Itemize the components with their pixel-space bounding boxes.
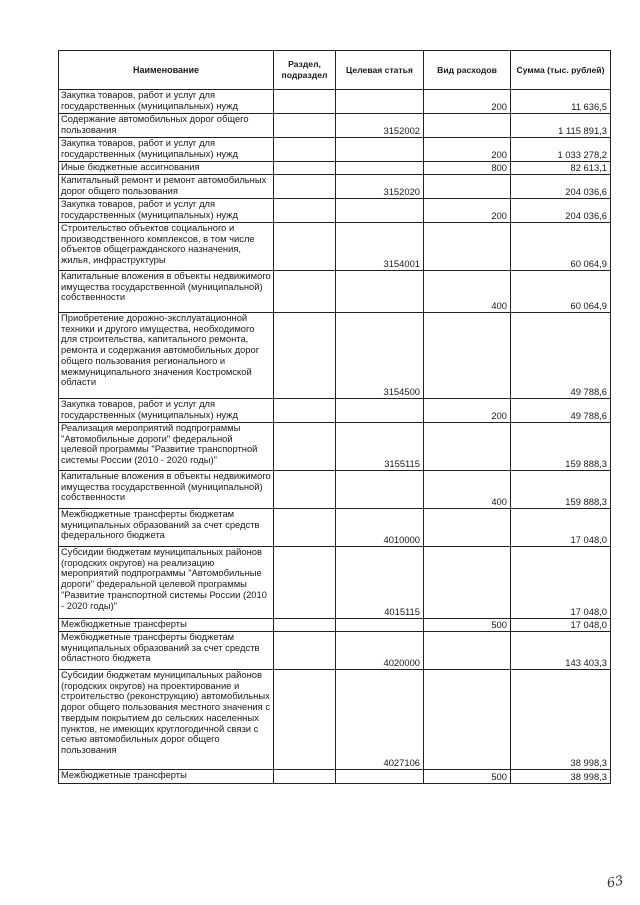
cell-name: Закупка товаров, работ и услуг для государственных (муниципальных) нужд <box>59 199 274 223</box>
cell-name: Иные бюджетные ассигнования <box>59 162 274 175</box>
cell-section <box>274 114 336 138</box>
table-row <box>59 547 611 619</box>
cell-name: Субсидии бюджетам муниципальных районов (городских округов) на проектирование и строительство (реконструкцию) автомобильных дорог общего пользования местного значения с твердым покрытием до сельских населенных пунктов, не имеющих круглогодичной связи с сетью автомобильных дорог общего пользования <box>59 670 274 770</box>
cell-section <box>274 199 336 223</box>
cell-name: Строительство объектов социального и производственного комплексов, в том числе объектов общегражданского назначения, жилья, инфраструктуры <box>59 223 274 271</box>
cell-type <box>424 632 511 670</box>
cell-sum: 17 048,0 <box>511 619 611 632</box>
cell-target: 4015115 <box>336 547 424 619</box>
cell-type <box>424 175 511 199</box>
table-row <box>59 313 611 399</box>
cell-target <box>336 138 424 162</box>
cell-name: Закупка товаров, работ и услуг для государственных (муниципальных) нужд <box>59 399 274 423</box>
cell-sum: 17 048,0 <box>511 547 611 619</box>
table-row <box>59 509 611 547</box>
cell-section <box>274 632 336 670</box>
cell-type <box>424 547 511 619</box>
budget-table <box>58 50 611 784</box>
table-row <box>59 90 611 114</box>
cell-section <box>274 547 336 619</box>
cell-section <box>274 162 336 175</box>
table-row <box>59 399 611 423</box>
cell-target: 3154500 <box>336 313 424 399</box>
cell-section <box>274 770 336 784</box>
cell-type <box>424 509 511 547</box>
cell-name: Субсидии бюджетам муниципальных районов (городских округов) на реализацию мероприятий подпрограммы "Автомобильные дороги" федеральной целевой программы "Развитие транспортной системы России (2010 - 2020 годы)" <box>59 547 274 619</box>
cell-type: 500 <box>424 619 511 632</box>
cell-section <box>274 223 336 271</box>
cell-sum: 204 036,6 <box>511 199 611 223</box>
table-body <box>59 90 611 784</box>
cell-sum: 159 888,3 <box>511 423 611 471</box>
cell-target <box>336 471 424 509</box>
column-header-name: Наименование <box>59 51 274 90</box>
cell-type <box>424 114 511 138</box>
cell-target: 4010000 <box>336 509 424 547</box>
cell-target: 4020000 <box>336 632 424 670</box>
table-row <box>59 271 611 313</box>
cell-sum: 17 048,0 <box>511 509 611 547</box>
column-header-section: Раздел, подраздел <box>274 51 336 90</box>
page-number: 63 <box>605 873 625 892</box>
cell-type: 200 <box>424 199 511 223</box>
cell-section <box>274 509 336 547</box>
cell-type <box>424 313 511 399</box>
cell-target: 3154001 <box>336 223 424 271</box>
cell-type <box>424 223 511 271</box>
cell-sum: 143 403,3 <box>511 632 611 670</box>
table-row <box>59 471 611 509</box>
table-row <box>59 670 611 770</box>
cell-sum: 49 788,6 <box>511 313 611 399</box>
table-header-row <box>59 51 611 90</box>
cell-section <box>274 670 336 770</box>
cell-name: Капитальные вложения в объекты недвижимого имущества государственной (муниципальной) собственности <box>59 271 274 313</box>
table-row <box>59 619 611 632</box>
cell-type: 500 <box>424 770 511 784</box>
cell-section <box>274 313 336 399</box>
table-row <box>59 138 611 162</box>
cell-name: Закупка товаров, работ и услуг для государственных (муниципальных) нужд <box>59 138 274 162</box>
cell-sum: 60 064,9 <box>511 223 611 271</box>
table-row <box>59 199 611 223</box>
table-row <box>59 423 611 471</box>
cell-section <box>274 423 336 471</box>
column-header-target: Целевая статья <box>336 51 424 90</box>
table-row <box>59 632 611 670</box>
table-row <box>59 223 611 271</box>
cell-name: Реализация мероприятий подпрограммы "Автомобильные дороги" федеральной целевой программы "Развитие транспортной системы России (2010 - 2020 годы)" <box>59 423 274 471</box>
cell-name: Приобретение дорожно-эксплуатационной техники и другого имущества, необходимого для строительства, капитального ремонта, ремонта и содержания автомобильных дорог общего пользования регионального и межмуниципального значения Костромской области <box>59 313 274 399</box>
cell-type: 400 <box>424 271 511 313</box>
cell-target <box>336 399 424 423</box>
cell-sum: 1 115 891,3 <box>511 114 611 138</box>
cell-name: Межбюджетные трансферты <box>59 619 274 632</box>
cell-sum: 82 613,1 <box>511 162 611 175</box>
cell-target: 3155115 <box>336 423 424 471</box>
cell-target: 4027106 <box>336 670 424 770</box>
cell-type: 200 <box>424 138 511 162</box>
cell-section <box>274 399 336 423</box>
cell-target <box>336 162 424 175</box>
cell-sum: 204 036,6 <box>511 175 611 199</box>
cell-name: Закупка товаров, работ и услуг для государственных (муниципальных) нужд <box>59 90 274 114</box>
cell-name: Межбюджетные трансферты бюджетам муниципальных образований за счет средств областного бюджета <box>59 632 274 670</box>
cell-sum: 49 788,6 <box>511 399 611 423</box>
cell-type: 400 <box>424 471 511 509</box>
cell-type <box>424 670 511 770</box>
table-row <box>59 114 611 138</box>
table-row <box>59 770 611 784</box>
cell-section <box>274 271 336 313</box>
cell-sum: 1 033 278,2 <box>511 138 611 162</box>
cell-section <box>274 619 336 632</box>
cell-sum: 38 998,3 <box>511 670 611 770</box>
cell-name: Капитальные вложения в объекты недвижимого имущества государственной (муниципальной) собственности <box>59 471 274 509</box>
cell-target: 3152002 <box>336 114 424 138</box>
cell-sum: 11 636,5 <box>511 90 611 114</box>
table-row <box>59 162 611 175</box>
cell-sum: 159 888,3 <box>511 471 611 509</box>
cell-target: 3152020 <box>336 175 424 199</box>
cell-target <box>336 90 424 114</box>
cell-target <box>336 770 424 784</box>
cell-target <box>336 271 424 313</box>
table-row <box>59 175 611 199</box>
cell-name: Межбюджетные трансферты бюджетам муниципальных образований за счет средств федерального бюджета <box>59 509 274 547</box>
cell-name: Межбюджетные трансферты <box>59 770 274 784</box>
cell-sum: 38 998,3 <box>511 770 611 784</box>
cell-type: 800 <box>424 162 511 175</box>
cell-sum: 60 064,9 <box>511 271 611 313</box>
cell-name: Капитальный ремонт и ремонт автомобильных дорог общего пользования <box>59 175 274 199</box>
cell-type: 200 <box>424 399 511 423</box>
cell-name: Содержание автомобильных дорог общего пользования <box>59 114 274 138</box>
column-header-type: Вид расходов <box>424 51 511 90</box>
cell-type: 200 <box>424 90 511 114</box>
cell-section <box>274 175 336 199</box>
column-header-sum: Сумма (тыс. рублей) <box>511 51 611 90</box>
cell-target <box>336 619 424 632</box>
cell-section <box>274 90 336 114</box>
cell-type <box>424 423 511 471</box>
cell-target <box>336 199 424 223</box>
cell-section <box>274 138 336 162</box>
cell-section <box>274 471 336 509</box>
